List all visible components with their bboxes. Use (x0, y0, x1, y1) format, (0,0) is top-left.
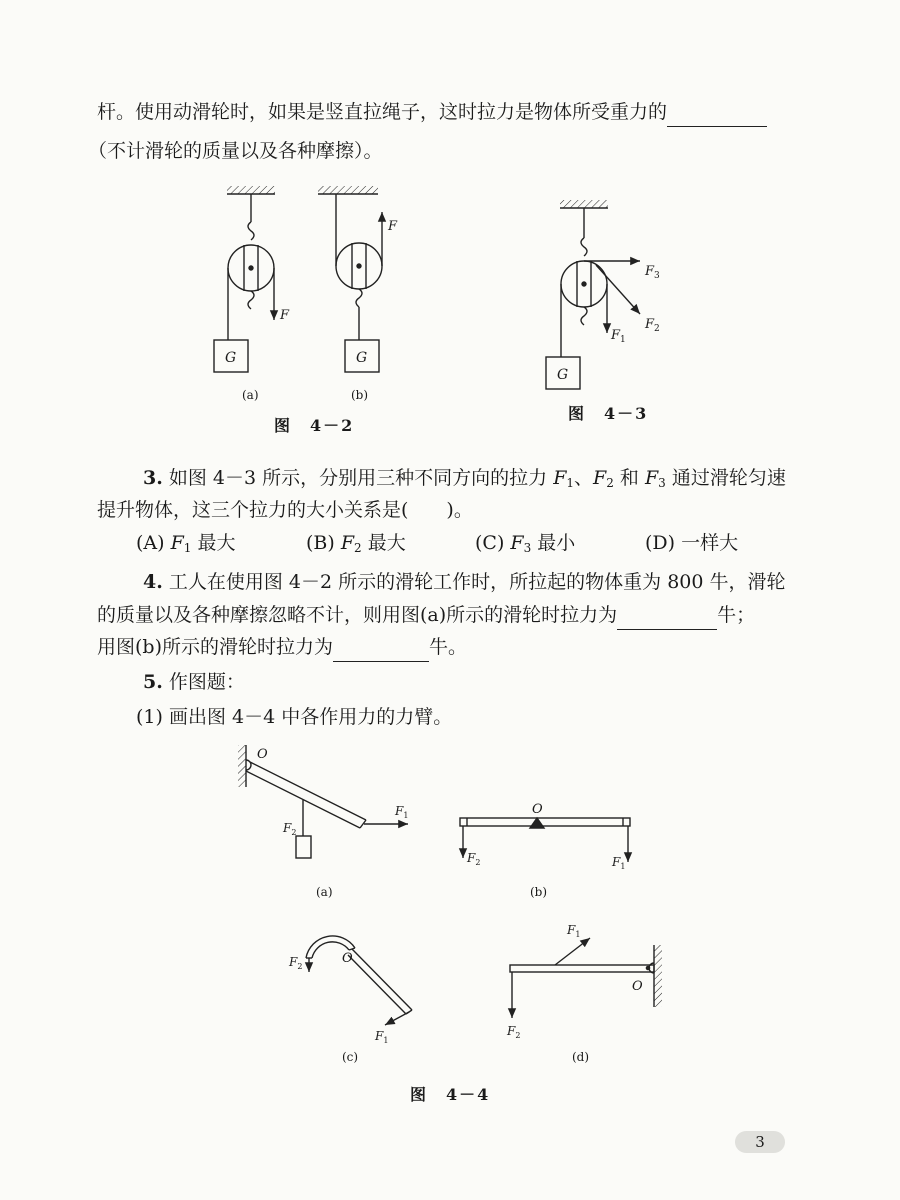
question-4-line-1: 4. 工人在使用图 4－2 所示的滑轮工作时，所拉起的物体重为 800 牛，滑轮 (143, 571, 786, 593)
force-label-a-f1: $F_1$ (395, 804, 409, 820)
force-label-d-f2: $F_2$ (507, 1024, 521, 1040)
force-label-f3: $F_3$ (645, 264, 660, 281)
fig-4-4a-label: (a) (316, 885, 333, 899)
force-label-c-f2: $F_2$ (289, 955, 303, 971)
weight-label-b: G (356, 350, 368, 366)
pivot-label-d: O (632, 979, 643, 994)
pivot-label-a: O (257, 747, 268, 762)
force-label-d-f1: $F_1$ (567, 923, 581, 939)
option-d[interactable]: (D) 一样大 (645, 532, 739, 554)
fig-4-4d-label: (d) (572, 1050, 590, 1064)
option-c[interactable]: (C) $F_3$ 最小 (475, 532, 576, 555)
intro-line-2: （不计滑轮的质量以及各种摩擦）。 (88, 140, 383, 162)
question-3-line-2: 提升物体，这三个拉力的大小关系是( )。 (97, 499, 473, 521)
pivot-label-c: O (342, 951, 353, 966)
fig-4-4c-label: (c) (342, 1050, 359, 1064)
force-label-b: F (388, 219, 398, 234)
force-label-f1: $F_1$ (611, 328, 626, 345)
figure-4-2b (318, 186, 382, 372)
force-label-a-f2: $F_2$ (283, 821, 297, 837)
question-4-line-2: 的质量以及各种摩擦忽略不计，则用图(a)所示的滑轮时拉力为 牛； (97, 600, 755, 630)
fig-4-2-caption: 图 4－2 (274, 416, 355, 435)
pivot-label-b: O (532, 802, 543, 817)
figure-4-4c (306, 936, 412, 1025)
figure-4-2a (214, 186, 275, 372)
intro-line-1: 杆。使用动滑轮时，如果是竖直拉绳子，这时拉力是物体所受重力的 (97, 97, 767, 127)
figure-4-4b (460, 818, 630, 862)
figure-4-3 (546, 200, 640, 389)
force-label-f2: $F_2$ (645, 317, 660, 334)
question-3-line-1: 3. 如图 4－3 所示，分别用三种不同方向的拉力 $F_1$、$F_2$ 和 $F_3$ 通过滑轮匀速 (143, 467, 786, 490)
fig-4-3-caption: 图 4－3 (568, 404, 649, 423)
option-b[interactable]: (B) $F_2$ 最大 (306, 532, 406, 555)
weight-label-a: G (225, 350, 237, 366)
fig-4-4-caption: 图 4－4 (410, 1085, 491, 1104)
figure-4-4d (510, 938, 662, 1018)
page-number: 3 (735, 1131, 785, 1153)
fig-4-4b-label: (b) (530, 885, 548, 899)
force-label-b-f2: $F_2$ (467, 851, 481, 867)
fig-4-2b-label: (b) (351, 388, 369, 402)
force-label-a: F (280, 308, 290, 323)
fig-4-2a-label: (a) (242, 388, 259, 402)
question-5-line-1: 5. 作图题： (143, 671, 245, 693)
weight-label-43: G (557, 367, 569, 383)
force-label-b-f1: $F_1$ (612, 855, 626, 871)
question-4-line-3: 用图(b)所示的滑轮时拉力为 牛。 (97, 632, 467, 662)
question-5-subpart-1: (1) 画出图 4－4 中各作用力的力臂。 (136, 706, 453, 728)
option-a[interactable]: (A) $F_1$ 最大 (136, 532, 236, 555)
force-label-c-f1: $F_1$ (375, 1029, 389, 1045)
